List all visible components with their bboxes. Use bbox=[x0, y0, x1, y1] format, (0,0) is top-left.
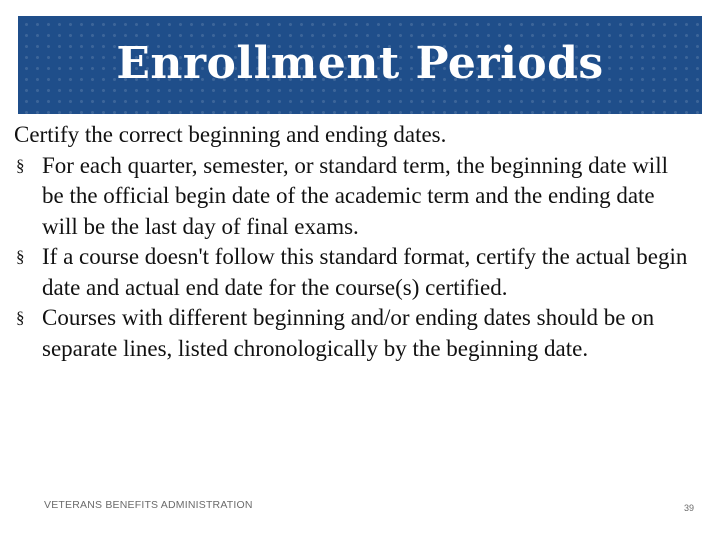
bullet-item bbox=[14, 303, 694, 364]
bullet-text: If a course doesn't follow this standard format, certify the actual begin date and actual end date for the course(s) certified. bbox=[42, 244, 688, 300]
section-mark-icon: § bbox=[16, 247, 25, 266]
footer-organization: VETERANS BENEFITS ADMINISTRATION bbox=[44, 499, 253, 511]
slide-title: Enrollment Periods bbox=[116, 38, 604, 89]
bullet-text: Courses with different beginning and/or ending dates should be on separate lines, listed chronologically by the beginning date. bbox=[42, 305, 655, 361]
bullet-list bbox=[14, 151, 694, 365]
page-number: 39 bbox=[683, 503, 694, 513]
title-banner bbox=[18, 16, 702, 114]
section-mark-icon: § bbox=[16, 308, 25, 327]
section-mark-icon: § bbox=[16, 155, 25, 175]
bullet-text: For each quarter, semester, or standard term, the beginning date will be the official begin date of the academic term and the ending date will be the last day of final exams. bbox=[42, 152, 668, 239]
intro-text: Certify the correct beginning and ending dates. bbox=[14, 122, 447, 147]
slide-body bbox=[14, 120, 694, 364]
bullet-item bbox=[14, 151, 694, 243]
bullet-item bbox=[14, 242, 694, 303]
